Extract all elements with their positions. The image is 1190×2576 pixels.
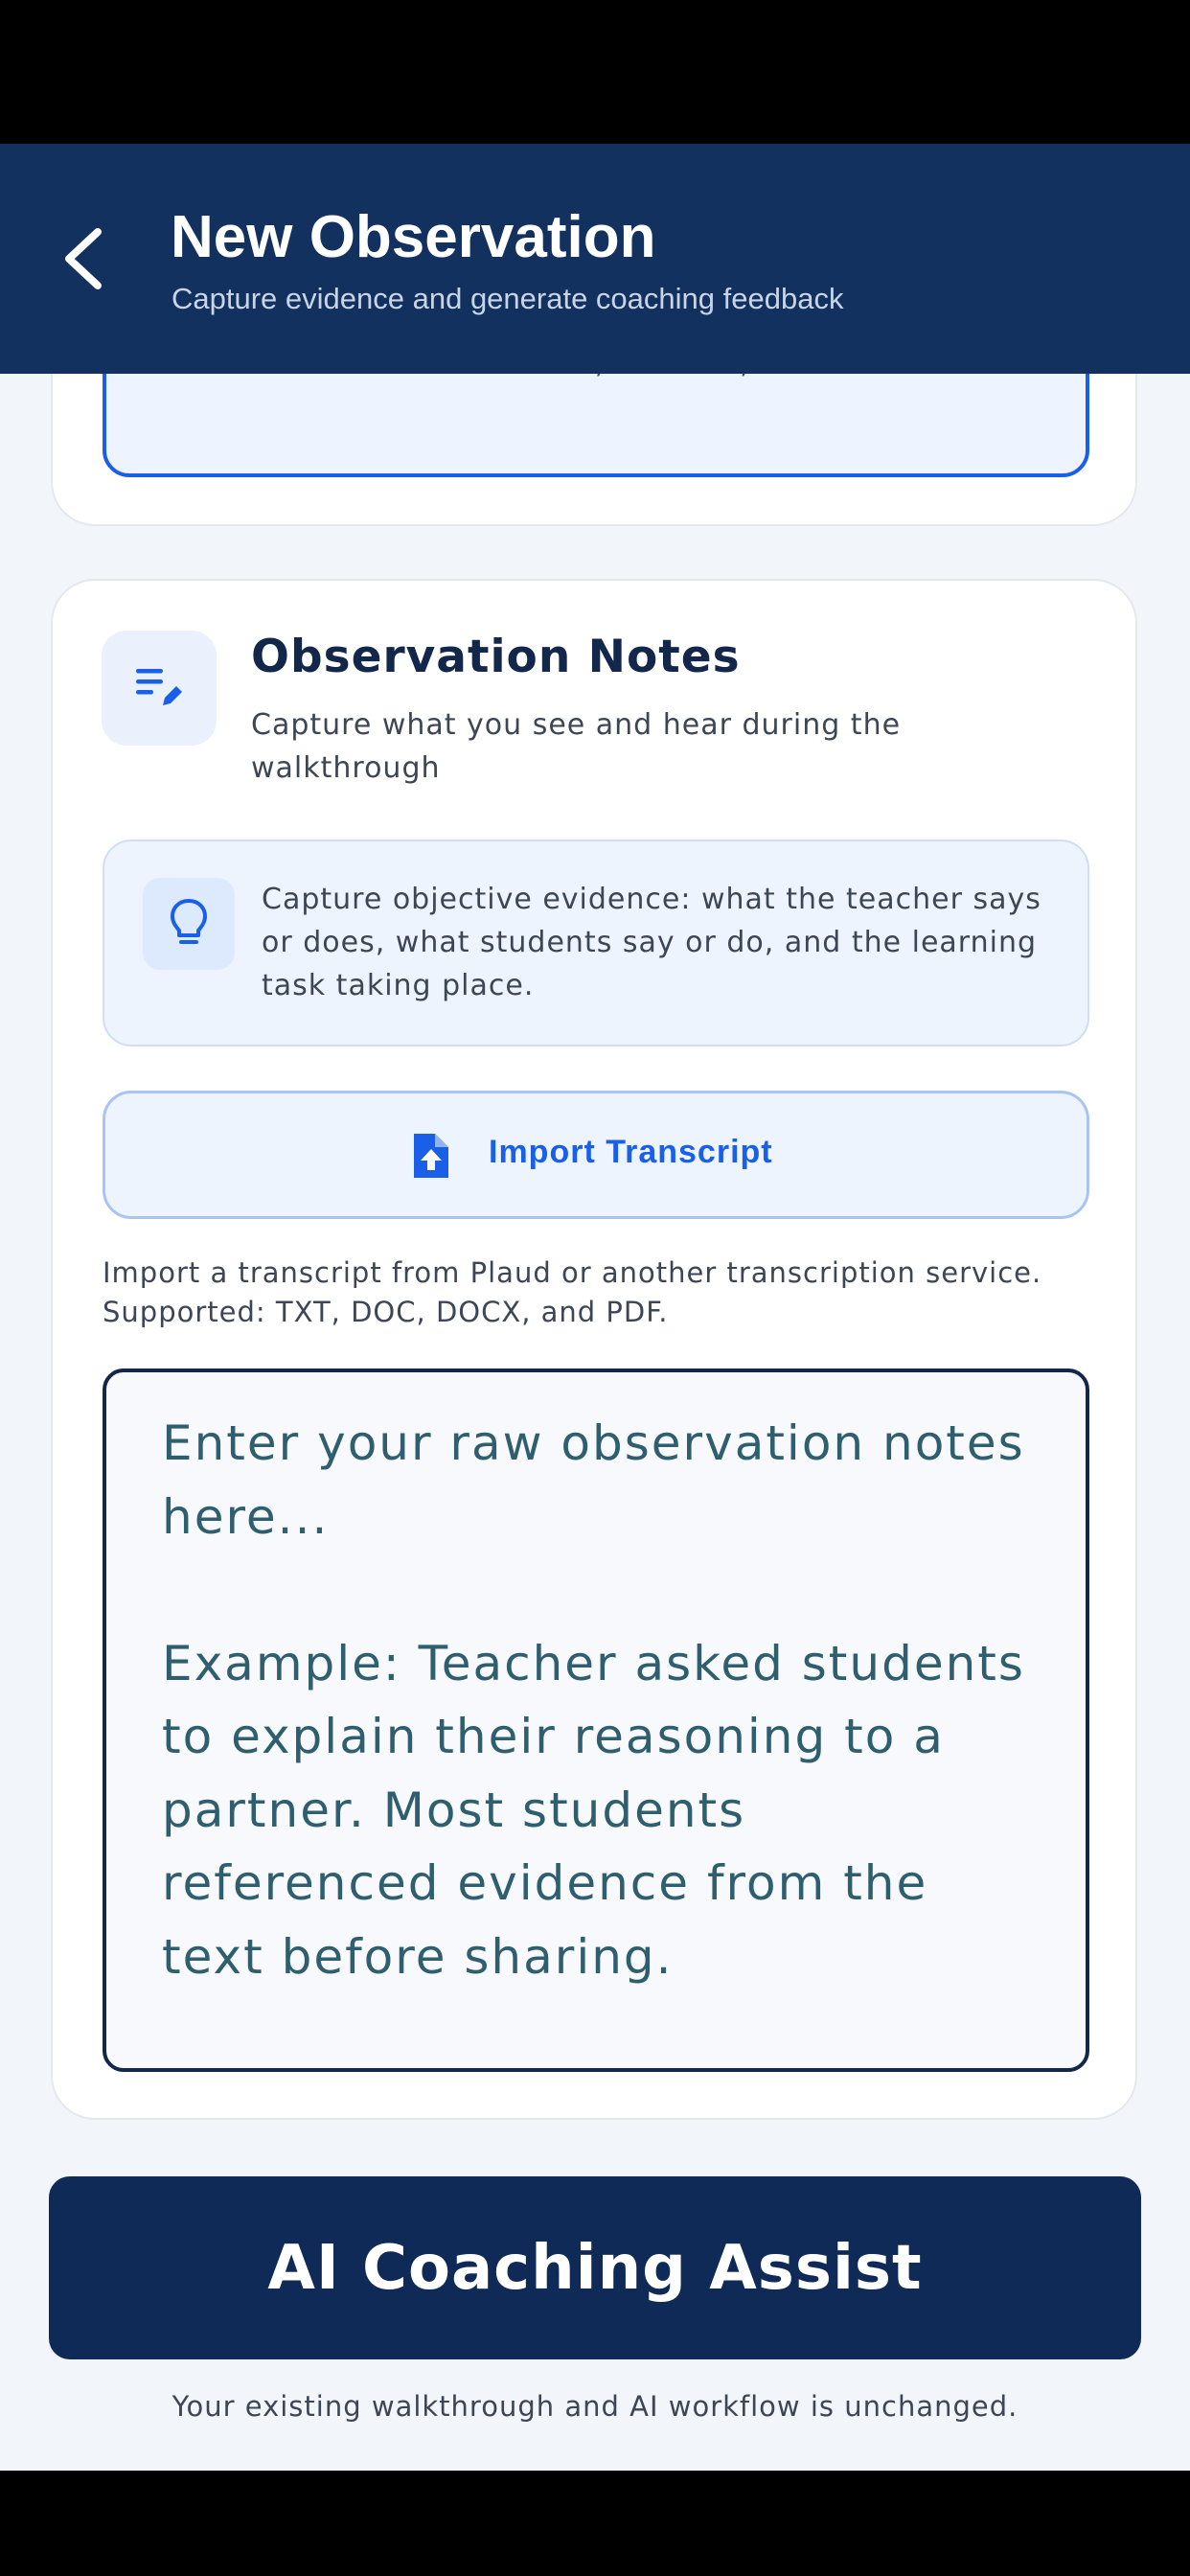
footer-note: Your existing walkthrough and AI workflow is unchanged.	[172, 2390, 1018, 2423]
tip-icon-container	[143, 878, 235, 970]
import-transcript-label: Import Transcript	[489, 1134, 773, 1170]
observation-notes-card	[51, 579, 1137, 2120]
notes-edit-icon	[134, 665, 184, 711]
lightbulb-icon	[168, 897, 210, 951]
tip-text: Capture objective evidence: what the teacher says or does, what students say or do, and the learning task taking place.	[262, 883, 1041, 1002]
observation-notes-input[interactable]	[103, 1368, 1089, 2072]
page-subtitle: Capture evidence and generate coaching feedback	[172, 282, 844, 315]
home-indicator-bar	[0, 2471, 1190, 2576]
chevron-left-icon[interactable]	[50, 211, 123, 307]
file-upload-icon	[410, 1132, 450, 1180]
tip-callout	[103, 840, 1089, 1046]
status-bar	[0, 0, 1190, 144]
page-title: New Observation	[171, 204, 656, 270]
notes-icon-container	[102, 631, 217, 746]
section-title: Observation Notes	[251, 631, 741, 683]
import-transcript-button[interactable]	[103, 1091, 1089, 1219]
section-subtitle: Capture what you see and hear during the walkthrough	[251, 708, 902, 785]
app-header	[0, 144, 1190, 374]
import-help-text: Import a transcript from Plaud or another transcription service. Supported: TXT, DOC, DOCX, and PDF.	[103, 1256, 1042, 1328]
ai-coaching-assist-button[interactable]: AI Coaching Assist	[49, 2176, 1141, 2359]
